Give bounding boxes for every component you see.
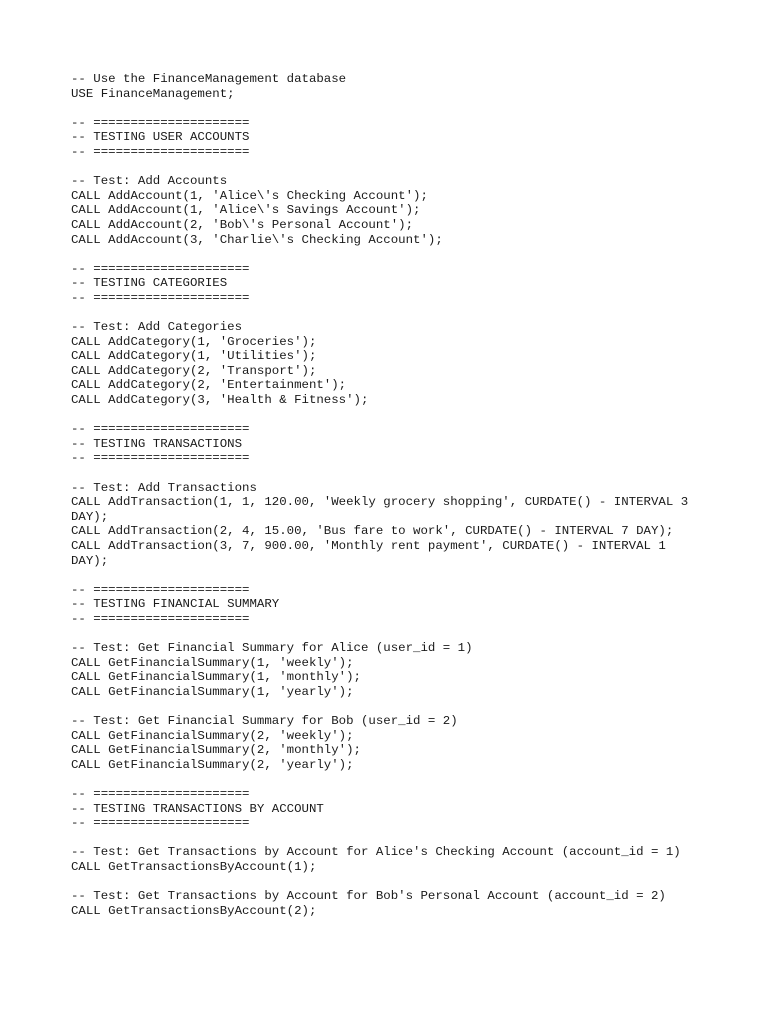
procedure-call-line: CALL GetTransactionsByAccount(2); — [71, 903, 317, 918]
procedure-call-line: CALL GetFinancialSummary(2, 'monthly'); — [71, 743, 361, 758]
section-divider: -- ===================== — [71, 582, 250, 597]
blank-line — [71, 247, 711, 262]
use-statement-line: USE FinanceManagement; — [71, 86, 235, 101]
blank-line — [71, 101, 711, 116]
blank-line — [71, 306, 711, 321]
comment-line: -- Test: Get Transactions by Account for Alice's Checking Account (account_id = 1) — [71, 845, 681, 860]
procedure-call-line: CALL AddCategory(2, 'Transport'); — [71, 363, 317, 378]
procedure-call-line: CALL GetFinancialSummary(1, 'yearly'); — [71, 684, 354, 699]
section-heading: -- TESTING TRANSACTIONS BY ACCOUNT — [71, 801, 324, 816]
procedure-call-line: CALL AddCategory(1, 'Groceries'); — [71, 334, 317, 349]
blank-line — [71, 831, 711, 846]
procedure-call-line: CALL GetFinancialSummary(1, 'monthly'); — [71, 670, 361, 685]
section-divider: -- ===================== — [71, 115, 250, 130]
section-divider: -- ===================== — [71, 144, 250, 159]
sql-script-page — [71, 72, 711, 918]
procedure-call-line: CALL AddCategory(3, 'Health & Fitness'); — [71, 393, 369, 408]
section-heading: -- TESTING USER ACCOUNTS — [71, 130, 250, 145]
blank-line — [71, 466, 711, 481]
blank-line — [71, 160, 711, 175]
section-divider: -- ===================== — [71, 290, 250, 305]
comment-line: -- Use the FinanceManagement database — [71, 72, 347, 86]
procedure-call-line: CALL GetFinancialSummary(1, 'weekly'); — [71, 655, 354, 670]
procedure-call-line: CALL AddCategory(1, 'Utilities'); — [71, 349, 317, 364]
blank-line — [71, 627, 711, 642]
procedure-call-line: CALL AddTransaction(2, 4, 15.00, 'Bus fare to work', CURDATE() - INTERVAL 7 DAY); — [71, 524, 674, 539]
section-divider: -- ===================== — [71, 816, 250, 831]
procedure-call-line: CALL AddTransaction(1, 1, 120.00, 'Weekly grocery shopping', CURDATE() - INTERVAL 3 — [71, 495, 689, 510]
blank-line — [71, 408, 711, 423]
section-divider: -- ===================== — [71, 422, 250, 437]
comment-line: -- Test: Add Transactions — [71, 480, 257, 495]
section-divider: -- ===================== — [71, 611, 250, 626]
code-line: DAY); — [71, 553, 109, 568]
section-divider: -- ===================== — [71, 451, 250, 466]
blank-line — [71, 773, 711, 788]
comment-line: -- Test: Add Categories — [71, 320, 243, 335]
code-line: DAY); — [71, 509, 109, 524]
procedure-call-line: CALL AddAccount(1, 'Alice\'s Checking Account'); — [71, 188, 428, 203]
comment-line: -- Test: Get Financial Summary for Alice (user_id = 1) — [71, 641, 473, 656]
comment-line: -- Test: Add Accounts — [71, 174, 228, 189]
procedure-call-line: CALL GetTransactionsByAccount(1); — [71, 860, 317, 875]
procedure-call-line: CALL GetFinancialSummary(2, 'yearly'); — [71, 757, 354, 772]
blank-line — [71, 568, 711, 583]
section-divider: -- ===================== — [71, 787, 250, 802]
procedure-call-line: CALL GetFinancialSummary(2, 'weekly'); — [71, 728, 354, 743]
section-heading: -- TESTING CATEGORIES — [71, 276, 228, 291]
procedure-call-line: CALL AddAccount(2, 'Bob\'s Personal Account'); — [71, 217, 414, 232]
section-heading: -- TESTING TRANSACTIONS — [71, 436, 243, 451]
section-heading: -- TESTING FINANCIAL SUMMARY — [71, 597, 280, 612]
comment-line: -- Test: Get Transactions by Account for Bob's Personal Account (account_id = 2) — [71, 889, 666, 904]
procedure-call-line: CALL AddAccount(3, 'Charlie\'s Checking Account'); — [71, 232, 443, 247]
blank-line — [71, 700, 711, 715]
procedure-call-line: CALL AddTransaction(3, 7, 900.00, 'Monthly rent payment', CURDATE() - INTERVAL 1 — [71, 539, 666, 553]
blank-line — [71, 875, 711, 890]
section-divider: -- ===================== — [71, 261, 250, 276]
procedure-call-line: CALL AddCategory(2, 'Entertainment'); — [71, 378, 347, 393]
procedure-call-line: CALL AddAccount(1, 'Alice\'s Savings Account'); — [71, 203, 421, 218]
comment-line: -- Test: Get Financial Summary for Bob (user_id = 2) — [71, 714, 458, 729]
